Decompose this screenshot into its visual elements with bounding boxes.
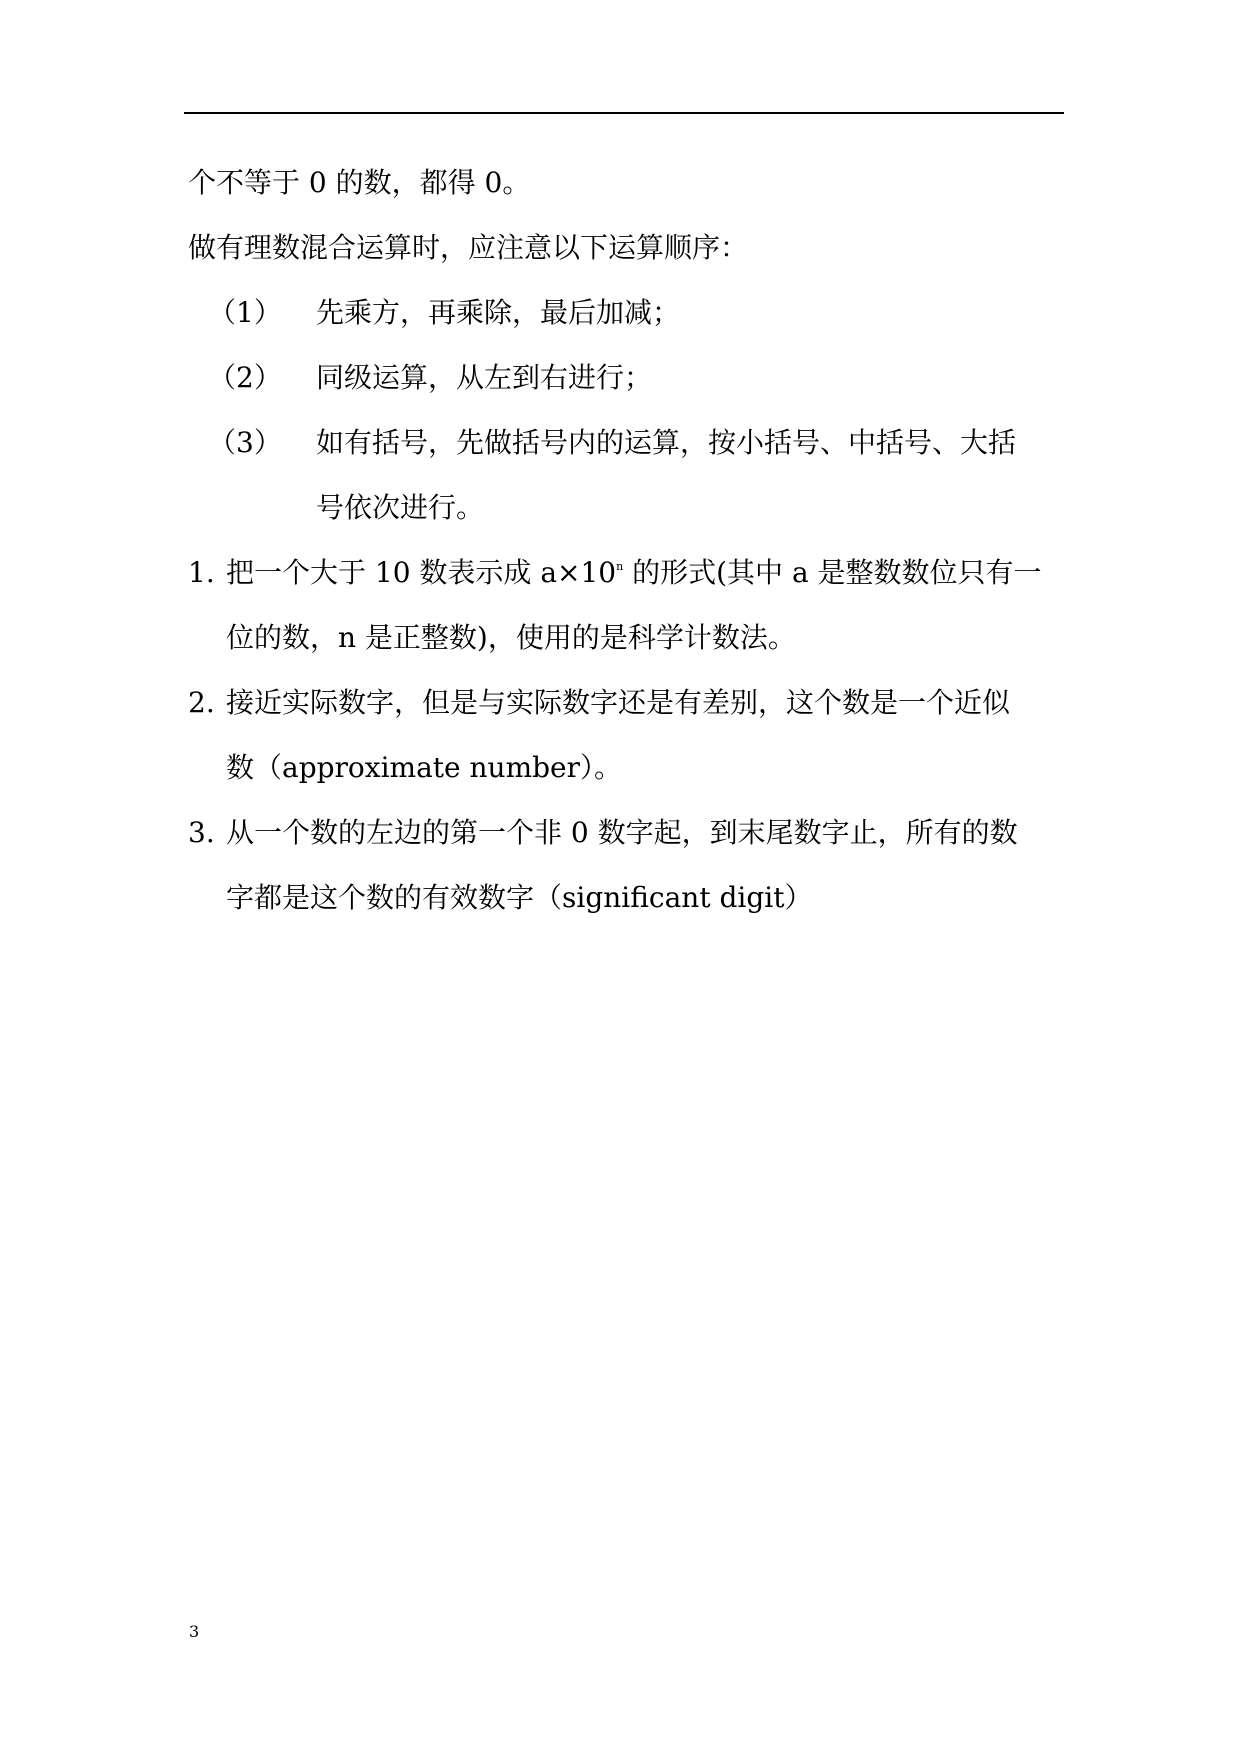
- definition-text-continued: 数（approximate number）。: [226, 751, 622, 784]
- mixed-ops-intro-text: 做有理数混合运算时，应注意以下运算顺序：: [188, 231, 749, 264]
- definition-marker: 1.: [188, 556, 215, 589]
- order-rule-marker: （2）: [208, 361, 282, 394]
- definition-text-part-a: 把一个大于 10 数表示成 a×10: [226, 556, 617, 589]
- definition-text: [226, 553, 1042, 599]
- definition-text-continued: 字都是这个数的有效数字（significant digit）: [226, 881, 813, 914]
- exponent-superscript: n: [616, 560, 624, 573]
- definition-text: 接近实际数字，但是与实际数字还是有差别，这个数是一个近似: [226, 686, 1011, 719]
- order-rule-text-continued: 号依次进行。: [316, 491, 485, 524]
- order-rule-text: 先乘方，再乘除，最后加减；: [316, 296, 681, 329]
- definition-1-continuation: [226, 618, 796, 658]
- order-rule-3-continuation: [316, 488, 484, 528]
- page-number: 3: [189, 1622, 200, 1641]
- definition-text-part-b: 的形式(其中 a 是整数数位只有一: [623, 556, 1042, 589]
- continuation-text: 个不等于 0 的数，都得 0。: [188, 166, 531, 199]
- order-rule-marker: （1）: [208, 296, 282, 329]
- definition-3-continuation: [226, 878, 812, 918]
- continuation-paragraph: [188, 163, 530, 203]
- order-rule-marker: （3）: [208, 426, 282, 459]
- definition-2-continuation: [226, 748, 622, 788]
- definition-marker: 3.: [188, 816, 215, 849]
- order-rule-text: 同级运算，从左到右进行；: [316, 361, 653, 394]
- mixed-ops-intro: [188, 228, 748, 268]
- definition-text: 从一个数的左边的第一个非 0 数字起，到末尾数字止，所有的数: [226, 816, 1018, 849]
- definition-marker: 2.: [188, 686, 215, 719]
- definition-text-continued: 位的数，n 是正整数)，使用的是科学计数法。: [226, 621, 796, 654]
- order-rule-text: 如有括号，先做括号内的运算，按小括号、中括号、大括: [316, 426, 1017, 459]
- header-rule: [184, 112, 1064, 114]
